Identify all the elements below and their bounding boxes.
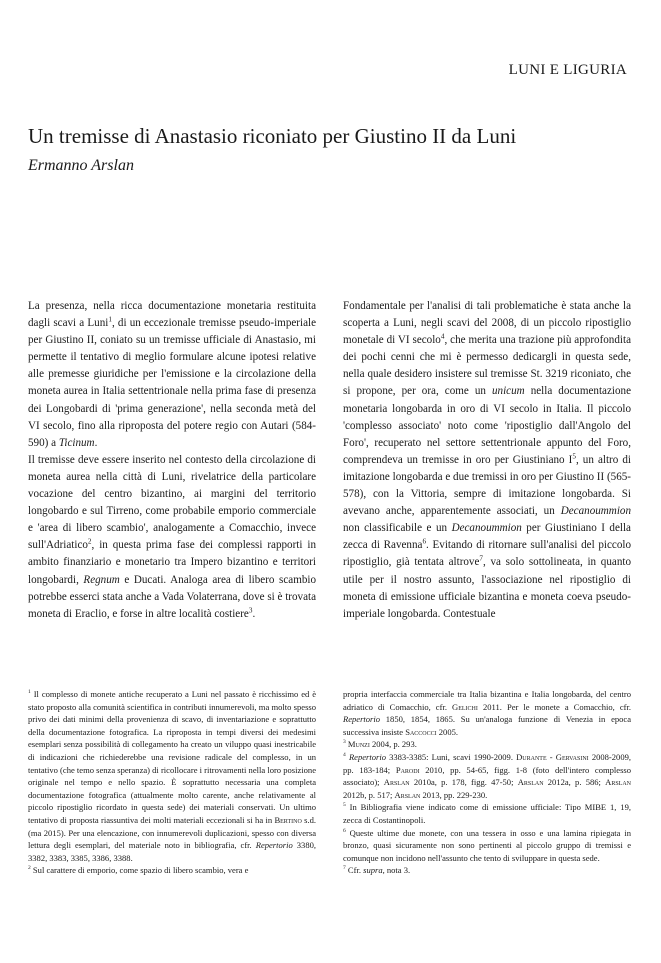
body-paragraph: Il tremisse deve essere inserito nel contesto della circolazione di moneta aurea nella città di Luni, rivelatrice della particolare vocazione del centro bizantino, ai margini del territorio longobardo e sul Tirreno, come probabile emporio commerciale e 'area di libero scambio', analogamente a Comacchio, invece sull'Adriatico$^2$, in questa prima fase dei complessi rapporti in ambito finanziario e monetario tra Impero bizantino e territori longobardi, Regnum e Ducati. Analoga area di libero scambio potrebbe esserci stata anche a Vada Volaterrana, dove si è trovata moneta di Eraclio, e forse in altre località costiere$^3$. [28,453,317,620]
footnote: $^7$ Cfr. supra, nota 3. [343,865,411,876]
footnotes-right [343,688,631,877]
footnote-ref[interactable]: 6 [422,537,427,546]
footnote: $^4$ Repertorio 3383-3385: Luni, scavi 1990-2009. Durante - Gervasini 2008-2009, pp. 183-184; Parodi 2010, pp. 54-65, figg. 1-8 (foto dell'intero complesso associato); Arslan 2010a, p. 178, figg. 47-50; Arslan 2012a, p. 586; Arslan 2012b, p. 517; Arslan 2013, pp. 229-230. [343,751,632,800]
footnote: $^2$ Sul carattere di emporio, come spazio di libero scambio, vera e [28,865,249,876]
footnote-ref[interactable]: 2 [87,537,92,546]
footnotes-left [28,688,316,877]
body-column-left [28,298,316,623]
footnote: $^1$ Il complesso di monete antiche recuperato a Luni nel passato è ricchissimo ed è stato proposto alla comunità scientifica in contributi innumerevoli, ma molto spesso privo dei dati minimi della provenienza di scavo, di inventariazione e soprattutto della documentazione fotografica. La riproposta in tempi diversi dei medesimi esemplari senza possibilità di collegamento ha creato un viluppo quasi inestricabile di indicazioni che richiederebbe una revisione radicale del complesso, in un tentativo (che temo senza speranza) di ricollocare i ritrovamenti nella loro posizione originale nel tempo e nello spazio. È soprattutto necessaria una completa documentazione fotografica (attualmente molto carente, anche relativamente al piccolo ripostiglio ricordato in questa sede) dei materiali conservati. Un ultimo tentativo di proposta riassuntiva dei molti materiali eccezionali si ha in Bertino s.d. (ma 2015). Per una elencazione, con innumerevoli duplicazioni, spesso con diversa lettura degli esemplari, del materiale noto in bibliografia, cfr. Repertorio 3380, 3382, 3383, 3385, 3386, 3388. [28,689,317,863]
footnote-ref[interactable]: 5 [572,452,576,461]
running-header: LUNI E LIGURIA [508,62,627,78]
footnote-ref[interactable]: 7 [479,554,484,563]
footnote-ref[interactable]: 1 [108,315,112,324]
body-paragraph: Fondamentale per l'analisi di tali problematiche è stata anche la scoperta a Luni, negli scavi del 2008, di un piccolo ripostiglio monetale di VI secolo$^4$, che merita una trazione più approfondita dei pochi cenni che mi è permesso dedicargli in questa sede, nella quale desidero insistere sul tremisse St. 3219 riconiato, che si propone, per ora, come un unicum nella documentazione monetaria longobarda in oro di VI secolo in Italia. Il piccolo 'complesso associato' noto come 'ripostiglio dall'Angolo del Foro', recuperato nel settore settentrionale appunto del Foro, comprendeva un tremisse in oro per Giustiniano $I^5$, un altro di imitazione longobarda e due tremissi in oro per Giustino II (565-578), con la Vittoria, sempre di imitazione longobarda. Si avevano anche, apparentemente associati, un Decanoummion non classificabile e un Decanoummion per Giustiniano I della zecca di Ravenna$^6$. Evitando di ritornare sull'analisi del piccolo ripostiglio, già tentata altrove$^7$, va solo sottolineata, in quanto utile per il nostro assunto, l'associazione nel ripostiglio di moneta di emissione ufficiale bizantina e moneta coeva pseudo-imperiale longobarda. Contestuale [343,300,632,620]
footnote-ref[interactable]: 4 [440,332,445,341]
footnote: $^6$ Queste ultime due monete, con una tessera in osso e una lamina ripiegata in bronzo, quasi sicuramente non sono pertinenti al piccolo gruppo di tremissi e comunque non incidono nell'assunto che tento di sviluppare in questa sede. [343,827,631,863]
article-title: Un tremisse di Anastasio riconiato per Giustino II da Luni [28,124,517,148]
footnote-ref[interactable]: 3 [248,606,253,614]
article-author: Ermanno Arslan [28,157,134,174]
body-paragraph: La presenza, nella ricca documentazione monetaria restituita dagli scavi a Luni$^1$, di un eccezionale tremisse pseudo-imperiale per Giustino II, coniato su un tremisse ufficiale di Anastasio, mi permette il tentativo di meglio formulare alcune ipotesi relative alle premesse giuridiche per l'emissione e la circolazione della moneta aurea in Italia settentrionale nella prima fase di presenza dei Longobardi di 'prima generazione', nella seconda metà del VI secolo, fino alla riproposta del potere regio con Autari (584-590) a Ticinum. [28,300,316,449]
body-column-right [343,298,631,623]
footnote: $^5$ In Bibliografia viene indicato come di emissione ufficiale: Tipo MIBE 1, 19, zecca di Costantinopoli. [343,802,631,825]
footnote-continued: propria interfaccia commerciale tra Italia bizantina e Italia longobarda, del centro adriatico di Comacchio, cfr. Gelichi 2011. Per le monete a Comacchio, cfr. Repertorio 1850, 1854, 1865. Su un'analoga funzione di Venezia in epoca successiva insiste Saccocci 2005. [343,689,632,737]
footnote: $^3$ Munzi 2004, p. 293. [343,739,417,750]
